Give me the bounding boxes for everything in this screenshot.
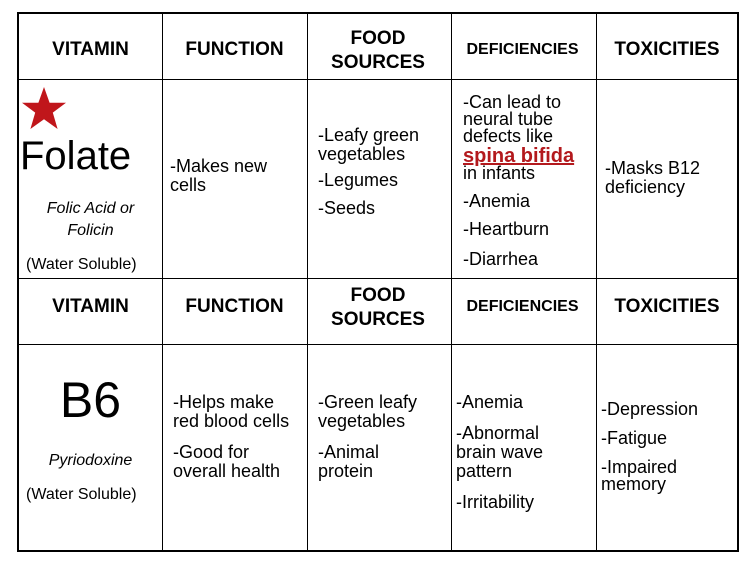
- column-divider: [307, 14, 308, 550]
- b6-function-1: -Helps make red blood cells: [173, 392, 290, 431]
- folate-deficiency-after: in infants: [463, 163, 536, 183]
- column-divider: [451, 14, 452, 550]
- folate-deficiency-diarrhea: -Diarrhea: [463, 249, 539, 269]
- header-function-2: FUNCTION: [185, 296, 284, 317]
- header-function: FUNCTION: [185, 39, 284, 60]
- b6-subtitle: Pyriodoxine: [48, 452, 133, 469]
- folate-subtitle: [19, 198, 162, 242]
- header-deficiencies: DEFICIENCIES: [466, 41, 579, 58]
- b6-deficiency-brain: -Abnormal brain wave pattern: [456, 423, 544, 481]
- folate-food-3: -Seeds: [318, 198, 376, 218]
- folate-subtitle-text: Folic Acid or Folicin: [46, 200, 135, 239]
- header-toxicities: TOXICITIES: [614, 39, 720, 60]
- row-divider: [19, 344, 737, 345]
- column-divider: [162, 14, 163, 550]
- b6-toxicity-depression: -Depression: [601, 399, 699, 419]
- folate-deficiency-highlight: spina bifida: [463, 145, 575, 167]
- row-divider: [19, 278, 737, 279]
- star-icon: [20, 85, 68, 133]
- b6-deficiency-irritability: -Irritability: [456, 492, 535, 512]
- header-deficiencies-2: DEFICIENCIES: [466, 298, 579, 315]
- folate-deficiency-anemia: -Anemia: [463, 191, 531, 211]
- folate-deficiency-heartburn: -Heartburn: [463, 219, 550, 239]
- b6-function-2: -Good for overall health: [173, 442, 281, 481]
- folate-name: Folate: [20, 134, 132, 178]
- row-divider: [19, 79, 737, 80]
- b6-food-1: -Green leafy vegetables: [318, 392, 418, 431]
- b6-food-2: -Animal protein: [318, 442, 380, 481]
- folate-food-2: -Legumes: [318, 170, 399, 190]
- b6-deficiency-anemia: -Anemia: [456, 392, 524, 412]
- folate-solubility: (Water Soluble): [26, 256, 137, 273]
- folate-function: -Makes new cells: [170, 156, 268, 195]
- header-food-sources: FOOD SOURCES: [331, 28, 425, 73]
- folate-deficiency-intro: -Can lead to neural tube defects like: [463, 92, 562, 146]
- column-divider: [596, 14, 597, 550]
- header-vitamin-2: VITAMIN: [52, 296, 129, 317]
- b6-toxicity-fatigue: -Fatigue: [601, 428, 668, 448]
- folate-food-1: -Leafy green vegetables: [318, 125, 420, 164]
- b6-solubility: (Water Soluble): [26, 486, 137, 503]
- header-food-sources-2: FOOD SOURCES: [331, 285, 425, 330]
- b6-toxicity-memory: -Impaired memory: [601, 457, 678, 494]
- b6-name: B6: [59, 372, 122, 428]
- header-toxicities-2: TOXICITIES: [614, 296, 720, 317]
- header-vitamin: VITAMIN: [52, 39, 129, 60]
- folate-toxicity: -Masks B12 deficiency: [605, 158, 701, 197]
